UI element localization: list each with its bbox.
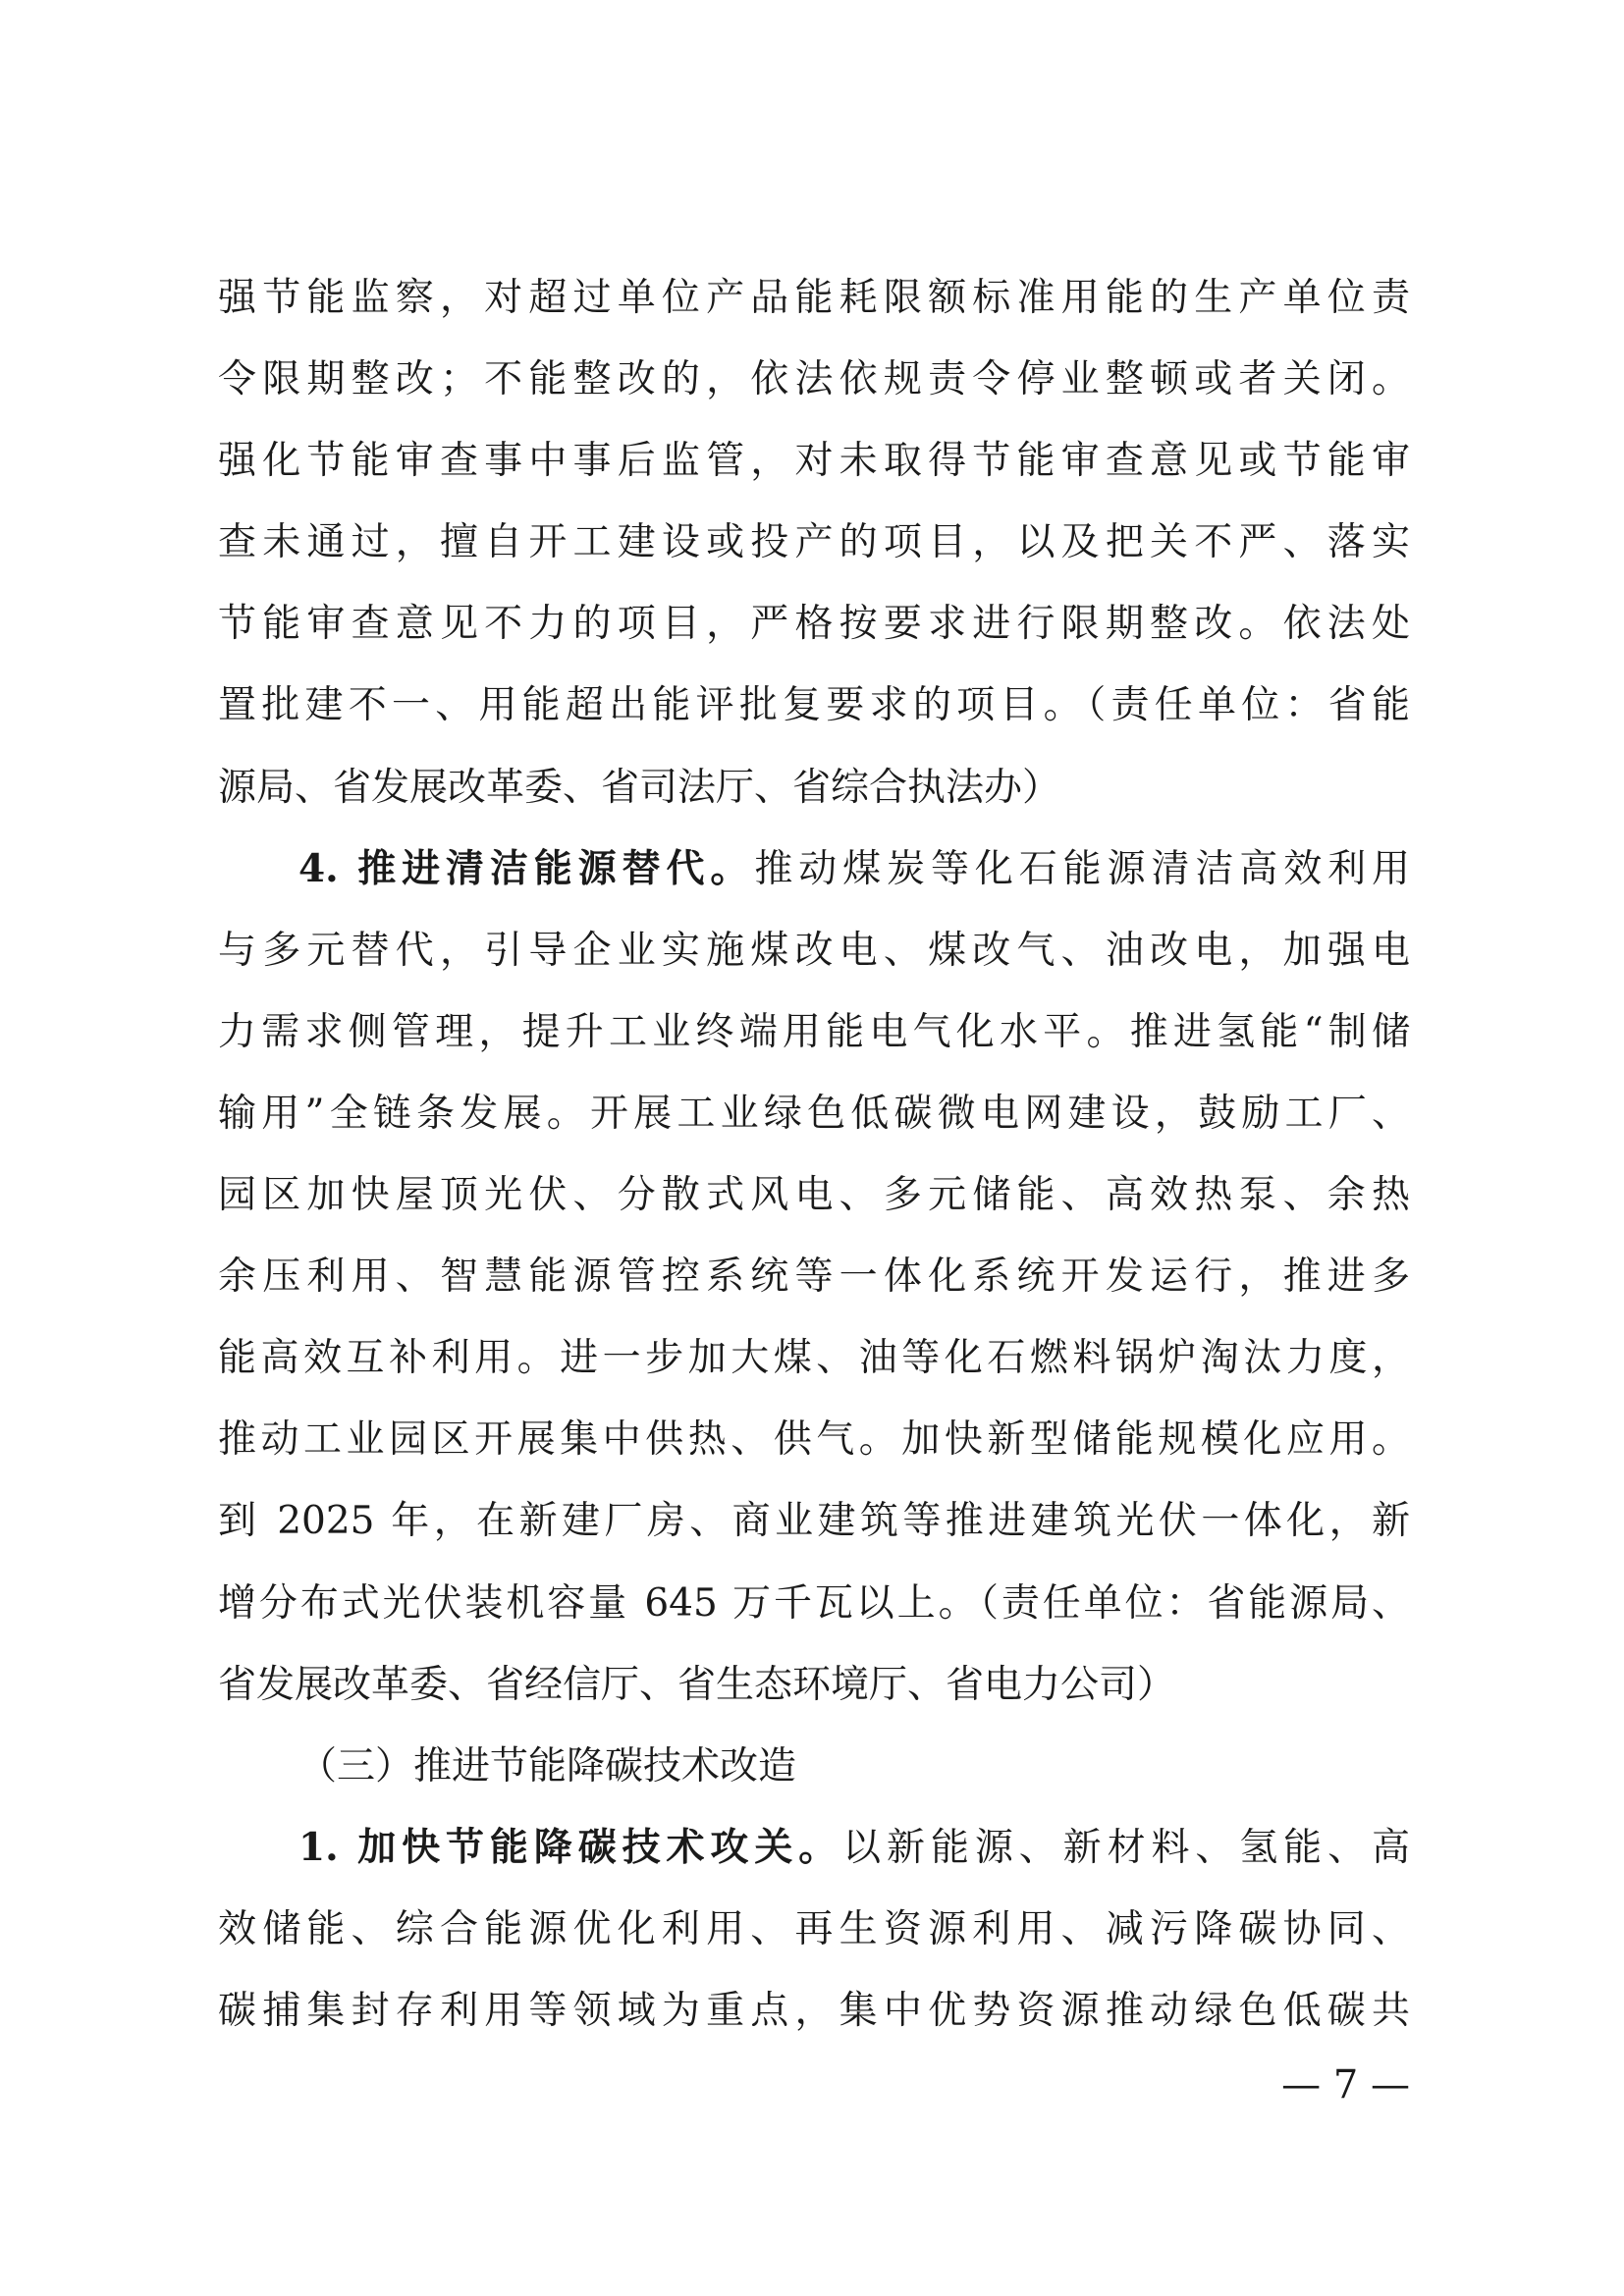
page-number: — 7 — <box>1281 2062 1410 2108</box>
text-line: 令限期整改；不能整改的，依法依规责令停业整顿或者关闭。 <box>218 357 1410 402</box>
text-line: 碳捕集封存利用等领域为重点，集中优势资源推动绿色低碳共 <box>218 1988 1410 2033</box>
text-line: 与多元替代，引导企业实施煤改电、煤改气、油改电，加强电 <box>218 928 1410 973</box>
text-line: 能高效互补利用。进一步加大煤、油等化石燃料锅炉淘汰力度， <box>218 1336 1410 1381</box>
text-line: 园区加快屋顶光伏、分散式风电、多元储能、高效热泵、余热 <box>218 1173 1410 1218</box>
text-line: 余压利用、智慧能源管控系统等一体化系统开发运行，推进多 <box>218 1255 1410 1300</box>
text-line: 力需求侧管理，提升工业终端用能电气化水平。推进氢能“制储 <box>218 1009 1410 1054</box>
item-1-first-line-text: 以新能源、新材料、氢能、高 <box>842 1825 1410 1870</box>
item-1-heading: 1. 加快节能降碳技术攻关。 <box>298 1824 843 1870</box>
text-line: 推动工业园区开展集中供热、供气。加快新型储能规模化应用。 <box>218 1417 1410 1463</box>
text-line: 置批建不一、用能超出能评批复要求的项目。（责任单位：省能 <box>218 683 1410 728</box>
text-line: 节能审查意见不力的项目，严格按要求进行限期整改。依法处 <box>218 602 1410 647</box>
text-line: 到 2025 年，在新建厂房、商业建筑等推进建筑光伏一体化，新 <box>218 1499 1410 1544</box>
text-line: 查未通过，擅自开工建设或投产的项目，以及把关不严、落实 <box>218 520 1410 565</box>
item-4-heading: 4. 推进清洁能源替代。 <box>298 845 755 891</box>
text-line: 效储能、综合能源优化利用、再生资源利用、减污降碳协同、 <box>218 1906 1410 1951</box>
text-line: 强化节能审查事中事后监管，对未取得节能审查意见或节能审 <box>218 439 1410 484</box>
item-4-first-line-text: 推动煤炭等化石能源清洁高效利用 <box>754 846 1410 891</box>
text-line: 源局、省发展改革委、省司法厅、省综合执法办） <box>218 765 1061 810</box>
text-line: 增分布式光伏装机容量 645 万千瓦以上。（责任单位：省能源局、 <box>218 1580 1410 1626</box>
text-line: 输用”全链条发展。开展工业绿色低碳微电网建设，鼓励工厂、 <box>218 1091 1410 1136</box>
text-line: 省发展改革委、省经信厅、省生态环境厅、省电力公司） <box>218 1662 1176 1707</box>
item-4-first-line <box>218 828 1410 910</box>
item-1-first-line <box>218 1807 1410 1889</box>
section-heading: （三）推进节能降碳技术改造 <box>298 1743 797 1789</box>
text-line: 强节能监察，对超过单位产品能耗限额标准用能的生产单位责 <box>218 276 1410 320</box>
body-text <box>218 257 1410 2052</box>
